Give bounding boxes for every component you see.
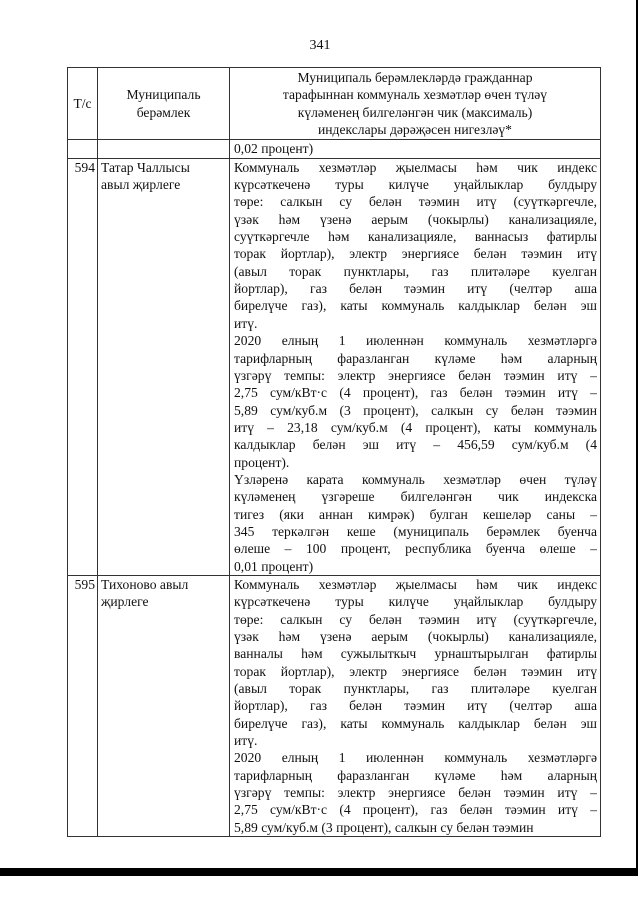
text-line: калдыклар белән эш итү – 456,59 сум/куб.м (4 [234, 437, 597, 453]
table-header-row [68, 68, 601, 140]
text-line: үзәк һәм үзенә аерым (чокырлы) канализацияле, [234, 211, 597, 227]
continuation-text: 0,02 процент) [230, 140, 601, 158]
text-line: тарифларның фаразланган күләме һәм аларның [234, 350, 597, 366]
text-line: торак йортлар), электр энергиясе белән тәэмин итү [234, 246, 597, 262]
text-line: күрсәткеченә туры килүче уңайлыклар булдыру [234, 594, 597, 610]
text-line: төре: салкын су белән тәэмин итү (суүткәргечле, [234, 194, 597, 210]
header-municipality-line: Муниципаль [126, 87, 201, 103]
text-line: күләменең үзгәреше билгеләнгән чик индекска [234, 489, 597, 505]
row-basis-text [230, 158, 601, 575]
text-line: ванналы һәм сужылыткыч урнаштырылган фатирлы [234, 646, 597, 662]
paragraph [234, 471, 597, 575]
header-municipality [98, 68, 230, 140]
header-basis-line: күләменең билгеләнгән чик (максималь) [297, 104, 533, 120]
scan-border [0, 868, 638, 876]
paragraph [234, 159, 597, 332]
tariff-index-table [67, 67, 601, 837]
text-line: (авыл торак пунктлары, газ плитәләре куелган [234, 681, 597, 697]
text-line: 2020 елның 1 июленнән коммуналь хезмәтләргә [234, 333, 597, 349]
municipality-line: җирлеге [101, 594, 149, 610]
text-line: бирелүче газ), каты коммуналь калдыклар белән эш [234, 298, 597, 314]
text-line: йортлар), газ белән тәэмин итү (челтәр аша [234, 281, 597, 297]
text-line: 2,75 сум/кВт·с (4 процент), газ белән тәэмин итү – [234, 385, 597, 401]
text-line: итү. [234, 733, 258, 749]
table-row [68, 575, 601, 836]
text-line: 2,75 сум/кВт·с (4 процент), газ белән тәэмин итү – [234, 802, 597, 818]
text-line: Коммуналь хезмәтләр җыелмасы һәм чик индекс [234, 159, 597, 175]
text-line: Коммуналь хезмәтләр җыелмасы һәм чик индекс [234, 576, 597, 592]
text-line: тарифларның фаразланган күләме һәм аларның [234, 767, 597, 783]
text-line: төре: салкын су белән тәэмин итү (суүткәргечле, [234, 611, 597, 627]
text-line: 0,01 процент) [234, 558, 314, 574]
row-number: 594 [68, 158, 98, 575]
text-line: үзгәрү темпы: электр энергиясе белән тәэмин итү – [234, 367, 597, 383]
row-municipality [98, 158, 230, 575]
scan-edge [636, 0, 638, 876]
table-row [68, 158, 601, 575]
text-line: бирелүче газ), каты коммуналь калдыклар белән эш [234, 715, 597, 731]
text-line: 345 теркәлгән кеше (муниципаль берәмлек буенча [234, 523, 597, 539]
text-line: йортлар), газ белән тәэмин итү (челтәр аша [234, 698, 597, 714]
text-line: өлеше – 100 процент, республика буенча өлеше – [234, 541, 597, 557]
text-line: суүткәргечле һәм канализацияле, ваннасыз фатирлы [234, 229, 597, 245]
header-basis-line: Муниципаль берәмлекләрдә гражданнар [297, 70, 533, 85]
text-line: күрсәткеченә туры килүче уңайлыклар булдыру [234, 177, 597, 193]
paragraph [234, 576, 597, 749]
continuation-row [68, 140, 601, 158]
row-basis-text [230, 575, 601, 836]
row-municipality [98, 575, 230, 836]
text-line: үзгәрү темпы: электр энергиясе белән тәэмин итү – [234, 785, 597, 801]
text-line: процент). [234, 454, 290, 470]
header-basis-line: тарафыннан коммуналь хезмәтләр өчен түләү [282, 87, 548, 103]
paragraph [234, 332, 597, 471]
paragraph [234, 749, 597, 836]
municipality-line: авыл җирлеге [101, 177, 181, 193]
text-line: 5,89 сум/куб.м (3 процент), салкын су белән тәэмин [234, 819, 534, 835]
text-line: үзәк һәм үзенә аерым (чокырлы) канализацияле, [234, 629, 597, 644]
municipality-line: Тихоново авыл [101, 576, 189, 592]
text-line: итү. [234, 315, 258, 331]
header-number: Т/с [68, 68, 98, 140]
text-line: 5,89 сум/куб.м (3 процент), салкын су белән тәэмин [234, 402, 597, 418]
row-number: 595 [68, 575, 98, 836]
text-line: 2020 елның 1 июленнән коммуналь хезмәтләргә [234, 750, 597, 766]
text-line: Үзләренә карата коммуналь хезмәтләр өчен түләү [234, 471, 597, 487]
page-number: 341 [309, 38, 331, 53]
header-basis [230, 68, 601, 140]
municipality-line: Татар Чаллысы [101, 159, 190, 175]
text-line: (авыл торак пунктлары, газ плитәләре куелган [234, 263, 597, 279]
text-line: торак йортлар), электр энергиясе белән тәэмин итү [234, 663, 597, 679]
text-line: тигез (яки аннан кимрәк) булган кешеләр саны – [234, 506, 597, 522]
text-line: итү – 23,18 сум/куб.м (4 процент), каты коммуналь [234, 419, 597, 435]
header-municipality-line: берәмлек [136, 104, 191, 120]
header-basis-line: индекслары дәрәҗәсен нигезләү* [318, 122, 512, 138]
